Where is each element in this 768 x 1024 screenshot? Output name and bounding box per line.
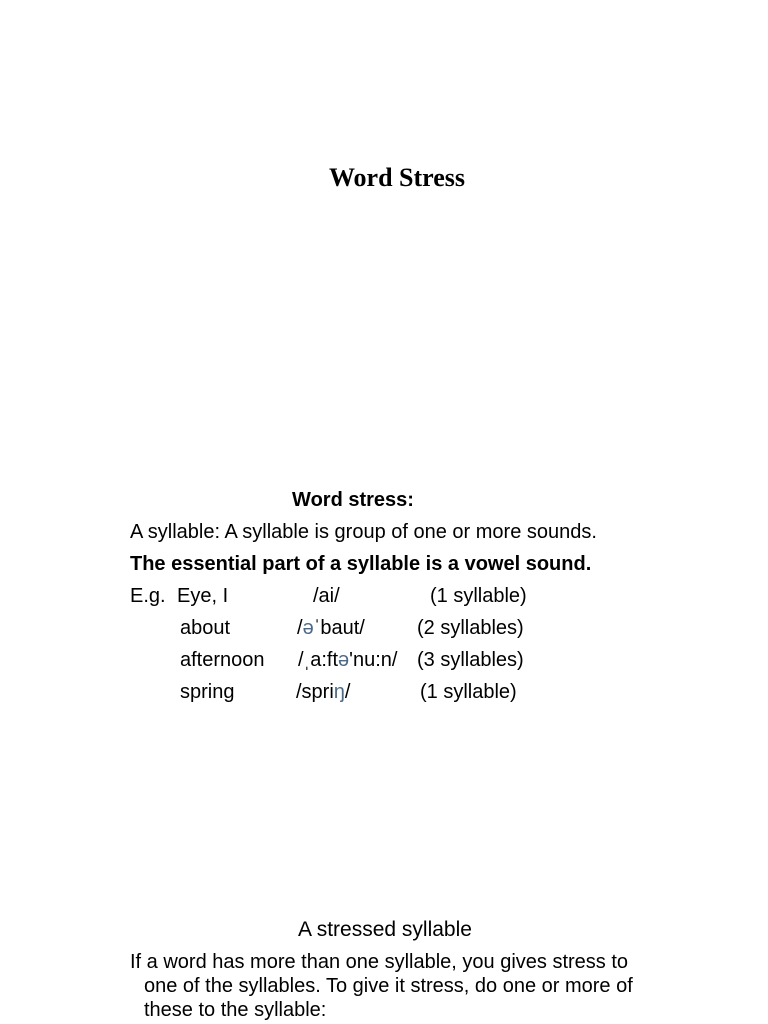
example-word: Eye, I [177,585,229,607]
word-stress-section [130,484,600,708]
example-row [130,644,600,676]
example-word: spring [180,681,235,703]
example-syllable-count: (2 syllables) [417,617,524,639]
example-row [130,612,600,644]
page-title: Word Stress [328,163,466,192]
definition-text: A syllable: A syllable is group of one or more sounds. [130,521,597,543]
section-heading: A stressed syllable [298,918,472,941]
example-syllable-count: (1 syllable) [420,681,517,703]
definition-bold-text: The essential part of a syllable is a vowel sound. [130,553,592,575]
example-phonetic: /əˈbaut/ [297,617,365,639]
example-phonetic: /ai/ [313,585,340,607]
example-row [130,580,600,612]
stressed-syllable-text: If a word has more than one syllable, you gives stress to one of the syllables. To give it stress, do one or more of these to the syllable: [130,951,633,1021]
example-prefix: E.g. [130,585,166,607]
example-word: about [180,617,231,639]
example-phonetic: /ˌa:ftə'nu:n/ [298,649,398,671]
example-row [130,676,600,708]
example-phonetic: /spriŋ/ [296,681,351,703]
stressed-syllable-section [130,914,650,1022]
example-word: afternoon [180,649,265,671]
example-syllable-count: (3 syllables) [417,649,524,671]
example-syllable-count: (1 syllable) [430,585,527,607]
section-heading: Word stress: [292,489,414,511]
syllable-definition [130,516,600,580]
